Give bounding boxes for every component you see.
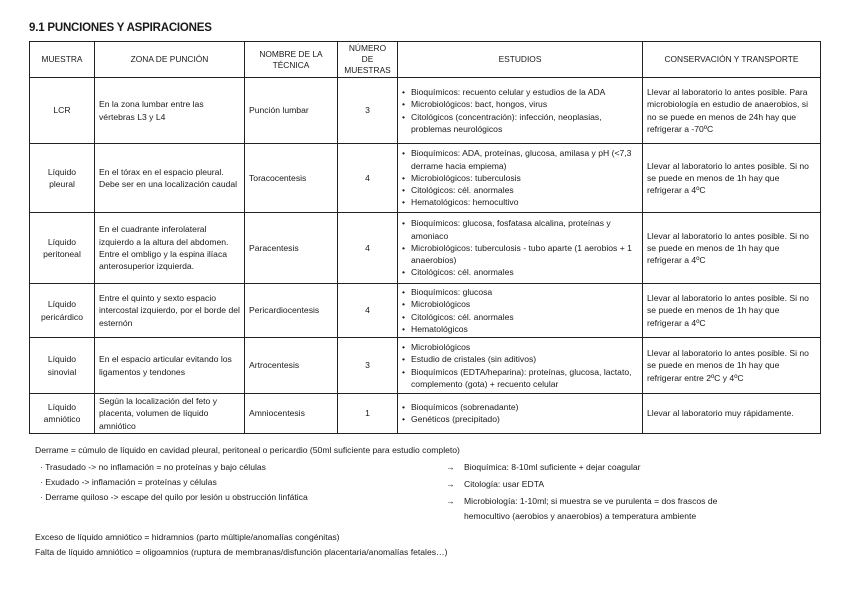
cell-tecnica: Artrocentesis: [245, 338, 338, 394]
arrow-right-icon: →: [446, 462, 455, 472]
cell-muestra: Líquido pericárdico: [30, 284, 95, 338]
cell-muestra: Líquido sinovial: [30, 338, 95, 394]
cell-numero: 4: [338, 284, 398, 338]
header-conservacion: CONSERVACIÓN Y TRANSPORTE: [643, 42, 821, 78]
cell-muestra: Líquido pleural: [30, 144, 95, 213]
estudio-item: • Hematológicos: [402, 323, 638, 335]
header-muestra: MUESTRA: [30, 42, 95, 78]
estudio-item: • Microbiológicos: [402, 298, 638, 310]
cell-numero: 4: [338, 213, 398, 284]
cell-estudios: [398, 213, 643, 284]
note-bioquimica: [446, 461, 641, 473]
cell-tecnica: Pericardiocentesis: [245, 284, 338, 338]
cell-numero: 1: [338, 394, 398, 434]
punciones-table: [29, 41, 821, 434]
estudio-item: • Bioquímicos: ADA, proteínas, glucosa, amilasa y pH (<7,3 derrame hacia empiema): [402, 147, 638, 172]
table-row: [30, 144, 821, 213]
estudio-item: • Estudio de cristales (sin aditivos): [402, 353, 638, 365]
estudio-item: • Bioquímicos (sobrenadante): [402, 401, 638, 413]
note-derrame: Derrame = cúmulo de líquido en cavidad pleural, peritoneal o pericardio (50ml suficiente para estudio completo): [35, 445, 460, 455]
cell-conservacion: Llevar al laboratorio lo antes posible. Si no se puede en menos de 1h hay que refrigerar entre 2ºC y 4ºC: [643, 338, 821, 394]
cell-tecnica: Toracocentesis: [245, 144, 338, 213]
cell-zona: En la zona lumbar entre las vértebras L3 y L4: [95, 78, 245, 144]
note-quiloso: · Derrame quiloso -> escape del quilo por lesión u obstrucción linfática: [40, 492, 308, 502]
cell-muestra: Líquido peritoneal: [30, 213, 95, 284]
cell-tecnica: Amniocentesis: [245, 394, 338, 434]
cell-tecnica: Punción lumbar: [245, 78, 338, 144]
estudio-item: • Citológicos: cél. anormales: [402, 184, 638, 196]
note-trasudado: · Trasudado -> no inflamación = no proteínas y bajo células: [40, 462, 266, 472]
header-estudios: ESTUDIOS: [398, 42, 643, 78]
cell-conservacion: Llevar al laboratorio lo antes posible. Para microbiología en estudio de anaerobios, si no se puede en menos de 24h hay que refrigerar a -70ºC: [643, 78, 821, 144]
cell-conservacion: Llevar al laboratorio lo antes posible. Si no se puede en menos de 1h hay que refrigerar a 4ºC: [643, 144, 821, 213]
cell-numero: 3: [338, 78, 398, 144]
estudio-item: • Microbiológicos: tuberculosis: [402, 172, 638, 184]
cell-muestra: Líquido amniótico: [30, 394, 95, 434]
table-header-row: [30, 42, 821, 78]
cell-zona: Entre el quinto y sexto espacio intercostal izquierdo, por el borde del esternón: [95, 284, 245, 338]
estudio-item: • Microbiológicos: tuberculosis - tubo aparte (1 aerobios + 1 anaerobios): [402, 242, 638, 267]
note-hidramnios: Exceso de líquido amniótico = hidramnios (parto múltiple/anomalías congénitas): [35, 532, 340, 542]
cell-numero: 4: [338, 144, 398, 213]
note-microbiologia-text: Microbiología: 1-10ml; si muestra se ve purulenta = dos frascos de: [464, 496, 718, 506]
cell-estudios: [398, 394, 643, 434]
table-row: [30, 394, 821, 434]
header-zona: ZONA DE PUNCIÓN: [95, 42, 245, 78]
note-citologia: [446, 478, 544, 490]
estudio-item: • Citológicos (concentración): infección, neoplasias, problemas neurológicos: [402, 111, 638, 136]
cell-numero: 3: [338, 338, 398, 394]
estudio-item: • Citológicos: cél. anormales: [402, 311, 638, 323]
cell-conservacion: Llevar al laboratorio muy rápidamente.: [643, 394, 821, 434]
header-numero: NÚMERO DE MUESTRAS: [338, 42, 398, 78]
cell-muestra: LCR: [30, 78, 95, 144]
cell-zona: Según la localización del feto y placenta, volumen de líquido amniótico: [95, 394, 245, 434]
cell-estudios: [398, 144, 643, 213]
estudio-item: • Bioquímicos: recuento celular y estudios de la ADA: [402, 86, 638, 98]
header-tecnica: NOMBRE DE LA TÉCNICA: [245, 42, 338, 78]
estudio-item: • Hematológicos: hemocultivo: [402, 196, 638, 208]
cell-zona: En el espacio articular evitando los ligamentos y tendones: [95, 338, 245, 394]
cell-estudios: [398, 284, 643, 338]
page-title: 9.1 PUNCIONES Y ASPIRACIONES: [29, 22, 212, 34]
cell-estudios: [398, 338, 643, 394]
note-microbiologia: [446, 495, 717, 507]
table-row: [30, 78, 821, 144]
cell-conservacion: Llevar al laboratorio lo antes posible. Si no se puede en menos de 1h hay que refrigerar a 4ºC: [643, 284, 821, 338]
table-row: [30, 338, 821, 394]
note-exudado: · Exudado -> inflamación = proteínas y células: [40, 477, 217, 487]
table-row: [30, 284, 821, 338]
note-bioquimica-text: Bioquímica: 8-10ml suficiente + dejar coagular: [464, 462, 641, 472]
table-row: [30, 213, 821, 284]
cell-conservacion: Llevar al laboratorio lo antes posible. Si no se puede en menos de 1h hay que refrigerar a 4ºC: [643, 213, 821, 284]
cell-tecnica: Paracentesis: [245, 213, 338, 284]
cell-zona: En el cuadrante inferolateral izquierdo a la altura del abdomen. Entre el ombligo y la espina ilíaca anterosuperior izquierda.: [95, 213, 245, 284]
estudio-item: • Bioquímicos: glucosa: [402, 286, 638, 298]
estudio-item: • Bioquímicos: glucosa, fosfatasa alcalina, proteínas y amoniaco: [402, 217, 638, 242]
note-oligoamnios: Falta de líquido amniótico = oligoamnios (ruptura de membranas/disfunción placentaria/anomalías fetales…): [35, 547, 448, 557]
arrow-right-icon: →: [446, 496, 455, 506]
estudio-item: • Citológicos: cél. anormales: [402, 266, 638, 278]
note-microbiologia-cont: hemocultivo (aerobios y anaerobios) a temperatura ambiente: [464, 511, 697, 521]
estudio-item: • Microbiológicos: [402, 341, 638, 353]
cell-zona: En el tórax en el espacio pleural. Debe ser en una localización caudal: [95, 144, 245, 213]
arrow-right-icon: →: [446, 479, 455, 489]
estudio-item: • Bioquímicos (EDTA/heparina): proteínas, glucosa, lactato, complemento (gota) + recuento celular: [402, 366, 638, 391]
estudio-item: • Genéticos (precipitado): [402, 413, 638, 425]
cell-estudios: [398, 78, 643, 144]
note-citologia-text: Citología: usar EDTA: [464, 479, 545, 489]
estudio-item: • Microbiológicos: bact, hongos, virus: [402, 98, 638, 110]
